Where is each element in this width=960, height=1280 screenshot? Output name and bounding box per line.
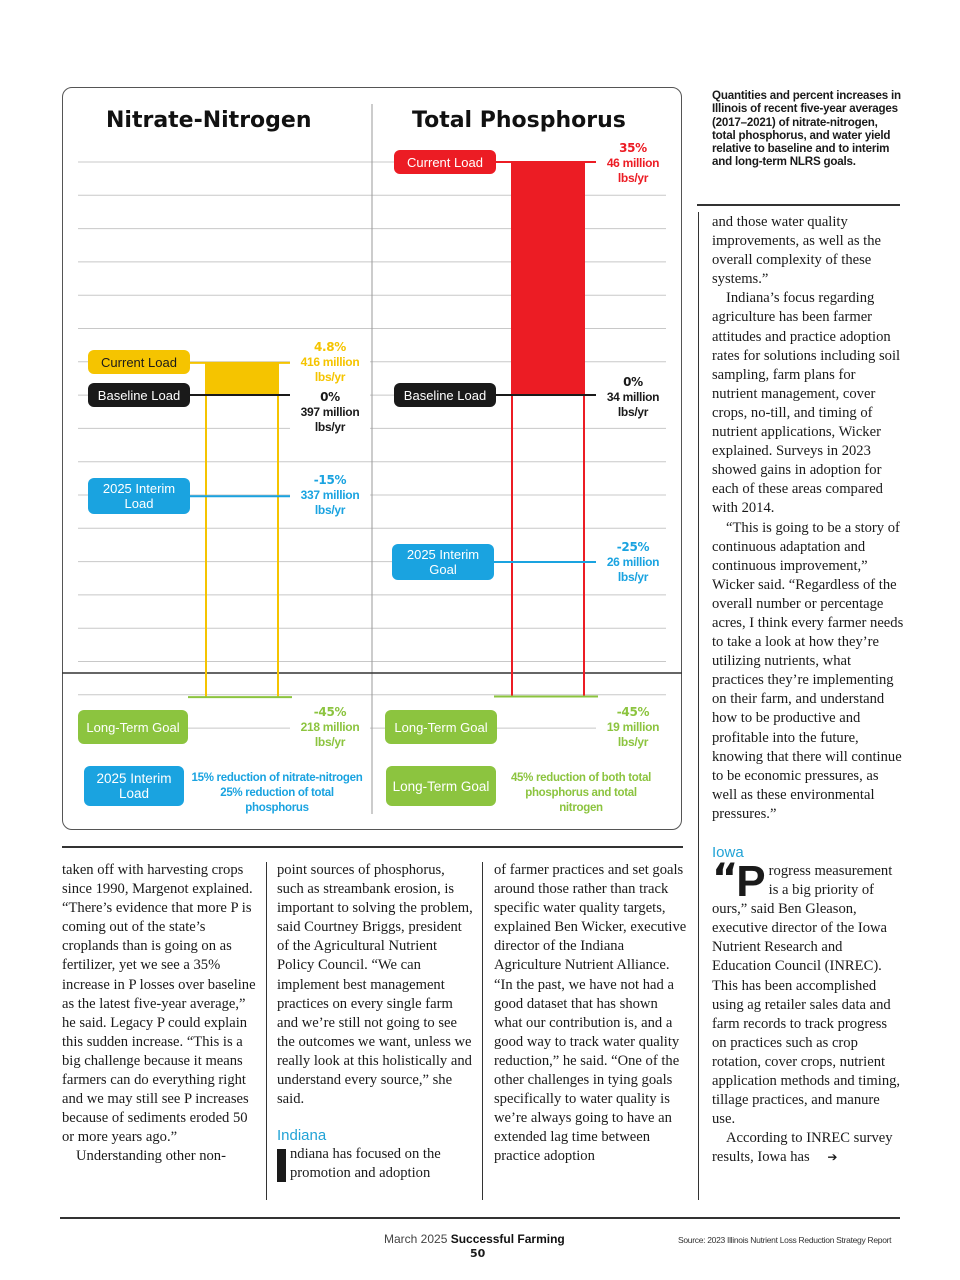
nitrate-baseline-load-label: Baseline Load [88, 383, 190, 407]
legend-interim-text: 15% reduction of nitrate-nitrogen 25% reduction of total phosphorus [191, 772, 363, 814]
footer-magazine: Successful Farming [450, 1232, 565, 1246]
column-1 [62, 861, 258, 1167]
phosphorus-interim-goal-label: 2025 Interim Goal [392, 544, 494, 580]
col4-paragraph-3: “This is going to be a story of continuous adaptation and continuous improvement,” Wicker said. “Regardless of the overall number or percentage acres, I think every farmer needs to take a look at how they’re utilizing nutrients, what practices they’re implementing on their farm, and understand how to be productive and profitable into the future, knowing that there will continue to be economic pressures, as well as these environmental pressures.” [712, 519, 904, 822]
phosphorus-current-value: 35% 46 million lbs/yr [596, 141, 670, 186]
nitrate-interim-value: -15% 337 million lbs/yr [290, 473, 370, 518]
phosphorus-chart-title: Total Phosphorus [412, 108, 626, 133]
nitrate-current-load-label: Current Load [88, 350, 190, 374]
caption-rule [697, 204, 900, 206]
column-divider [266, 862, 267, 1200]
phosphorus-current-load-label: Current Load [394, 150, 496, 174]
current-load-bar [206, 363, 278, 395]
column-divider [698, 212, 699, 1200]
dropcap: P [736, 857, 766, 906]
indiana-subhead: Indiana [277, 1127, 327, 1145]
phosphorus-long-term-goal-label: Long-Term Goal [385, 710, 497, 744]
column-3 [494, 861, 688, 1167]
footer-rule [60, 1217, 900, 1219]
quote-mark: “ [712, 856, 735, 902]
chart-bars [188, 162, 598, 697]
nitrate-long-term-goal-label: Long-Term Goal [78, 710, 188, 744]
col3-paragraph: of farmer practices and set goals around those rather than track specific water quality targets, explained Ben Wicker, executive director of the Indiana Agriculture Nutrient Alliance. “In the past, we have not had a good dataset that has shown what our contribution is, and a good way to track water quality reduction,” he said. “One of the other challenges in tying goals specifically to water quality is we’re always going to have an extended lag time between practice adoption [494, 862, 687, 1165]
chart-gridlines [62, 104, 682, 814]
phosphorus-interim-value: -25% 26 million lbs/yr [596, 540, 670, 585]
column-2 [277, 861, 473, 1183]
page-number: 50 [470, 1247, 486, 1260]
nitrate-chart-title: Nitrate-Nitrogen [106, 108, 312, 133]
nitrate-long-term-value: -45% 218 million lbs/yr [290, 705, 370, 750]
phosphorus-baseline-value: 0% 34 million lbs/yr [596, 375, 670, 420]
nitrate-current-value: 4.8% 416 million lbs/yr [290, 340, 370, 385]
col2-paragraph-2: ndiana has focused on the promotion and adoption [290, 1146, 441, 1182]
col4-paragraph-5: According to INREC survey results, Iowa has [712, 1130, 893, 1166]
footer-date: March 2025 [384, 1232, 448, 1246]
phosphorus-long-term-value: -45% 19 million lbs/yr [596, 705, 670, 750]
legend-long-term-pill: Long-Term Goal [386, 766, 496, 806]
col4-paragraph-4: rogress measurement is a big priority of ours,” said Ben Gleason, executive director of the Iowa Nutrient Research and Education Council (INREC). This has been accomplished using ag retailer sales data and farm records to track progress on practices such as crop rotation, cover crops, nutrient application methods and timing, tillage practices, and manure use. [712, 863, 901, 1128]
legend-interim-load-pill: 2025 Interim Load [84, 766, 184, 806]
continue-arrow-icon: ➔ [827, 1150, 838, 1165]
nitrate-interim-load-label: 2025 Interim Load [88, 478, 190, 514]
col4-paragraph-2: Indiana’s focus regarding agriculture has been farmer attitudes and practice adoption rates for solutions including soil sampling, farm plans for nutrient management, cover crops, no-till, and timing of nutrient applications, Wicker explained. Surveys in 2023 showed gains in adoption for each of these areas compared with 2014. [712, 290, 901, 517]
phosphorus-current-load-bar [512, 162, 584, 395]
column-4 [712, 213, 904, 1168]
dropcap-bar [277, 1149, 286, 1182]
col4-paragraph-1: and those water quality improvements, as well as the overall complexity of these systems.” [712, 214, 882, 288]
chart-caption: Quantities and percent increases in Illinois of recent five-year averages (2017–2021) of nitrate-nitrogen, total phosphorus, and water yield relative to baseline and to interim and long-term NLRS goals. [712, 89, 901, 169]
footer-date-line [384, 1232, 565, 1246]
nitrate-baseline-value: 0% 397 million lbs/yr [290, 390, 370, 435]
col1-paragraph: taken off with harvesting crops since 1990, Margenot explained. “There’s evidence that more P is coming out of the state’s croplands than is going on as fertilizer, yet we see a 35% increase in P losses over baseline as the latest five-year average,” he said. Legacy P could explain this sudden increase. “This is a big challenge because it means farmers can do everything right and we may still see P increases because of sediments eroded 50 or more years ago.” [62, 862, 256, 1146]
column-divider [482, 862, 483, 1200]
chart-bottom-rule [62, 846, 683, 848]
phosphorus-baseline-load-label: Baseline Load [394, 383, 496, 407]
iowa-subhead: Iowa [712, 844, 744, 861]
source-note: Source: 2023 Illinois Nutrient Loss Reduction Strategy Report [678, 1235, 892, 1245]
col1-paragraph-2: Understanding other non- [76, 1148, 226, 1165]
legend-long-term-text: 45% reduction of both total phosphorus and total nitrogen [510, 772, 652, 814]
col2-paragraph: point sources of phosphorus, such as streambank erosion, is important to solving the problem, said Courtney Briggs, president of the Agricultural Nutrient Policy Council. “We can implement best management practices on every single farm and we’re still not going to see the outcomes we want, unless we really look at this holistically and understand every source,” she said. [277, 862, 473, 1108]
